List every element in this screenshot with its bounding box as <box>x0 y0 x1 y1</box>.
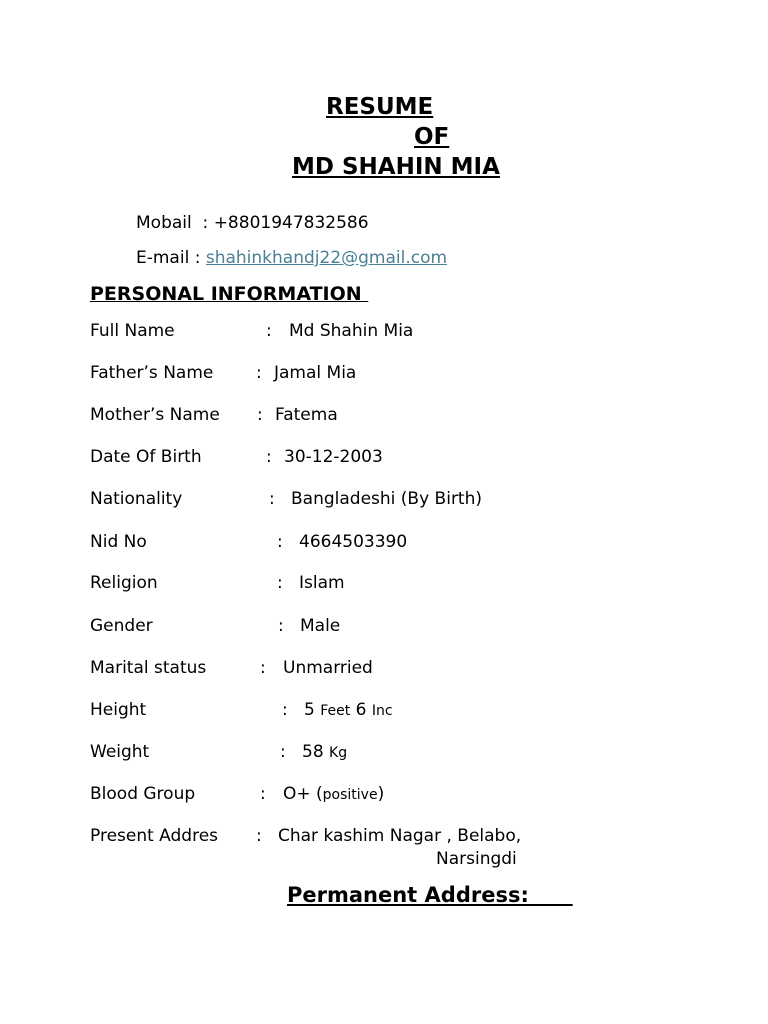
present-address-value: Char kashim Nagar , Belabo, <box>278 826 522 846</box>
gender-value: Male <box>300 616 341 636</box>
separator: : <box>256 363 262 383</box>
separator: : <box>269 489 275 509</box>
separator: : <box>282 700 288 720</box>
nid-no-value: 4664503390 <box>299 532 408 552</box>
blood-group-paren-open: ( <box>316 784 323 804</box>
blood-group-small: positive <box>322 787 378 803</box>
height-inch-number: 6 <box>355 700 367 720</box>
weight-label: Weight <box>90 742 150 762</box>
blood-group-label: Blood Group <box>90 784 196 804</box>
nationality-label: Nationality <box>90 489 183 509</box>
nationality-value: Bangladeshi (By Birth) <box>291 489 483 509</box>
fathers-name-value: Jamal Mia <box>274 363 357 383</box>
email-link[interactable]: shahinkhandj22@gmail.com <box>205 248 448 268</box>
blood-group-main: O+ <box>283 784 311 804</box>
height-feet-unit: Feet <box>320 703 351 719</box>
fathers-name-label: Father’s Name <box>90 363 214 383</box>
mobile-value: +8801947832586 <box>213 213 369 233</box>
separator: : <box>278 616 284 636</box>
resume-name-heading: MD SHAHIN MIA <box>292 154 500 180</box>
email-label: E-mail <box>136 248 190 268</box>
separator: : <box>257 405 263 425</box>
mobile-label: Mobail <box>136 213 192 233</box>
blood-group-value <box>283 784 384 804</box>
separator: : <box>260 658 266 678</box>
religion-label: Religion <box>90 573 158 593</box>
height-label: Height <box>90 700 147 720</box>
separator: : <box>277 573 283 593</box>
mothers-name-value: Fatema <box>275 405 338 425</box>
separator: : <box>260 784 266 804</box>
marital-status-label: Marital status <box>90 658 207 678</box>
nid-no-label: Nid No <box>90 532 147 552</box>
separator: : <box>256 826 262 846</box>
full-name-value: Md Shahin Mia <box>289 321 414 341</box>
weight-number: 58 <box>302 742 324 762</box>
date-of-birth-value: 30-12-2003 <box>284 447 383 467</box>
height-inch-unit: Inc <box>371 703 393 719</box>
full-name-label: Full Name <box>90 321 175 341</box>
religion-value: Islam <box>299 573 345 593</box>
blood-group-paren-close: ) <box>377 784 385 804</box>
gender-label: Gender <box>90 616 153 636</box>
mobile-separator: : <box>202 213 209 233</box>
height-feet-number: 5 <box>304 700 315 720</box>
height-value <box>304 700 393 720</box>
date-of-birth-label: Date Of Birth <box>90 447 202 467</box>
personal-information-heading: PERSONAL INFORMATION <box>90 283 369 305</box>
separator: : <box>266 447 272 467</box>
permanent-address-heading: Permanent Address: <box>287 883 573 907</box>
marital-status-value: Unmarried <box>283 658 373 678</box>
separator: : <box>280 742 286 762</box>
separator: : <box>277 532 283 552</box>
separator: : <box>266 321 272 341</box>
weight-value <box>302 742 347 762</box>
email-separator: : <box>194 248 201 268</box>
present-address-label: Present Addres <box>90 826 219 846</box>
resume-title: RESUME <box>326 94 434 120</box>
mothers-name-label: Mother’s Name <box>90 405 220 425</box>
resume-title-of: OF <box>414 124 450 150</box>
email-line <box>136 248 447 268</box>
mobile-line <box>136 213 369 233</box>
present-address-line2: Narsingdi <box>436 849 517 869</box>
weight-unit: Kg <box>329 745 348 761</box>
